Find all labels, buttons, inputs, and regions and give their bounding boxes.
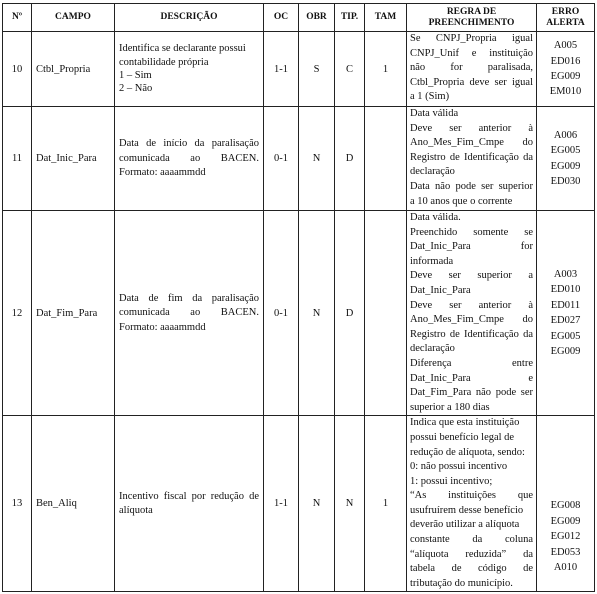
row-obr: N [299,211,335,416]
header-oc: OC [264,4,299,32]
header-obr: OBR [299,4,335,32]
descricao-line: Data de início da paralisação [119,138,259,150]
table-row [3,211,595,416]
row-regra [407,211,537,416]
regra-line: Data não pode ser superior [410,180,533,192]
regra-line: Dat_Inic_Para [410,284,471,296]
regra-line: constante da coluna [410,534,533,546]
regra-line: declaração [410,166,455,178]
descricao-line: Data de fim da paralisação [119,292,259,304]
erro-code: EG008 [550,500,581,512]
row-erros [537,107,595,211]
regra-line: deverão utilizar a alíquota [410,519,520,531]
regra-line: Registro de Identificação da [410,151,533,163]
row-number: 10 [3,32,32,107]
regra-line: Ano_Mes_Fim_Cmpe do [410,137,533,149]
row-regra [407,32,537,107]
header-regra: REGRA DE PREENCHIMENTO [407,4,537,32]
row-tam [365,211,407,416]
regra-line: a 1 (Sim) [410,91,450,103]
erro-code: ED053 [550,546,581,558]
erro-code: EG009 [550,515,581,527]
header-descricao: DESCRIÇÃO [115,4,264,32]
erro-code: EG009 [550,71,581,82]
erro-code: ED010 [550,284,581,296]
regra-line: Se CNPJ_Propria igual [410,33,533,44]
regra-line: Ano_Mes_Fim_Cmpe do [410,314,533,326]
regra-line: declaração [410,343,455,355]
erro-code: EG012 [550,531,581,543]
row-descricao [115,416,264,592]
descricao-line: Identifica se declarante possui contabilidade própria [119,43,246,68]
row-descricao [115,32,264,107]
row-tip: C [335,32,365,107]
regra-line: Data válida [410,108,459,119]
erro-code: ED011 [550,299,581,311]
row-regra [407,107,537,211]
descricao-line: Incentivo fiscal por redução de [119,490,259,502]
row-campo: Dat_Inic_Para [32,107,115,211]
row-erros [537,32,595,107]
regra-line: usufruírem desse benefício [410,504,524,516]
regra-line: Dat_Inic_Para for [410,241,533,253]
regra-line: Deve ser anterior à [410,299,533,311]
table-row [3,107,595,211]
regra-line: Ctbl_Propria deve ser igual [410,76,533,88]
erro-code: EG005 [550,145,581,157]
row-erros [537,211,595,416]
regra-line: Dat_Fim_Para não pode ser [410,387,533,399]
regra-line: redução de alíquota, sendo: [410,446,525,458]
regra-line: superior a 180 dias [410,401,490,413]
row-tam: 1 [365,416,407,592]
erro-code: ED030 [550,175,581,187]
row-oc: 1-1 [264,416,299,592]
regra-line: 1: possui incentivo; [410,475,493,487]
row-oc: 0-1 [264,107,299,211]
regra-line: Diferença entre [410,357,533,369]
table-row [3,416,595,592]
erro-code: EG009 [550,345,581,357]
row-tip: N [335,416,365,592]
row-regra [407,416,537,592]
header-erro-alerta: ERRO ALERTA [537,4,595,32]
regra-line: Indica que esta instituição [410,417,520,429]
row-number: 11 [3,107,32,211]
descricao-line: 1 – Sim [119,70,152,81]
row-campo: Dat_Fim_Para [32,211,115,416]
row-oc: 1-1 [264,32,299,107]
regra-line: tabela de código de [410,563,533,575]
row-tam: 1 [365,32,407,107]
erro-code: EM010 [549,86,582,98]
descricao-line: comunicada ao BACEN. [119,307,259,319]
regra-line: não for paralisada, [410,62,533,74]
regra-line: possui benefício legal de [410,431,515,443]
regra-line: Dat_Inic_Para e [410,372,533,384]
erro-code: A006 [553,129,578,141]
row-campo: Ctbl_Propria [32,32,115,107]
regra-line: “As instituições que [410,490,533,502]
regra-line: Preenchido somente se [410,226,533,238]
regra-line: a 10 anos que o corrente [410,195,513,207]
row-oc: 0-1 [264,211,299,416]
row-obr: S [299,32,335,107]
row-descricao [115,211,264,416]
row-number: 13 [3,416,32,592]
row-tip: D [335,107,365,211]
regra-line: Registro de Identificação da [410,328,533,340]
row-obr: N [299,416,335,592]
row-number: 12 [3,211,32,416]
header-number: Nº [3,4,32,32]
header-tip: TIP. [335,4,365,32]
header-row [3,4,595,32]
descricao-line: comunicada ao BACEN. [119,152,259,164]
descricao-line: 2 – Não [119,83,153,95]
row-tip: D [335,211,365,416]
regra-line: CNPJ_Unif e instituição [410,47,533,59]
regra-line: informada [410,255,454,267]
header-campo: CAMPO [32,4,115,32]
descricao-line: Formato: aaaammdd [119,322,206,334]
row-obr: N [299,107,335,211]
regra-line: Data válida. [410,212,461,223]
regra-line: Deve ser superior a [410,270,533,282]
descricao-line: Formato: aaaammdd [119,167,206,179]
erro-code: ED016 [550,55,581,67]
row-erros [537,416,595,592]
field-spec-table [2,3,595,592]
erro-code: EG005 [550,330,581,342]
erro-code: ED027 [550,315,581,327]
regra-line: “alíquota reduzida” da [410,548,533,560]
table-row [3,32,595,107]
erro-code: A005 [553,40,578,52]
erro-code: EG009 [550,160,581,172]
regra-line: Deve ser anterior à [410,122,533,134]
erro-code: A010 [553,562,578,574]
regra-line: tributação do município. [410,577,513,589]
regra-line: 0: não possui incentivo [410,461,508,473]
row-descricao [115,107,264,211]
header-tam: TAM [365,4,407,32]
row-campo: Ben_Aliq [32,416,115,592]
row-tam [365,107,407,211]
descricao-line: alíquota [119,505,153,517]
erro-code: A003 [553,268,578,280]
